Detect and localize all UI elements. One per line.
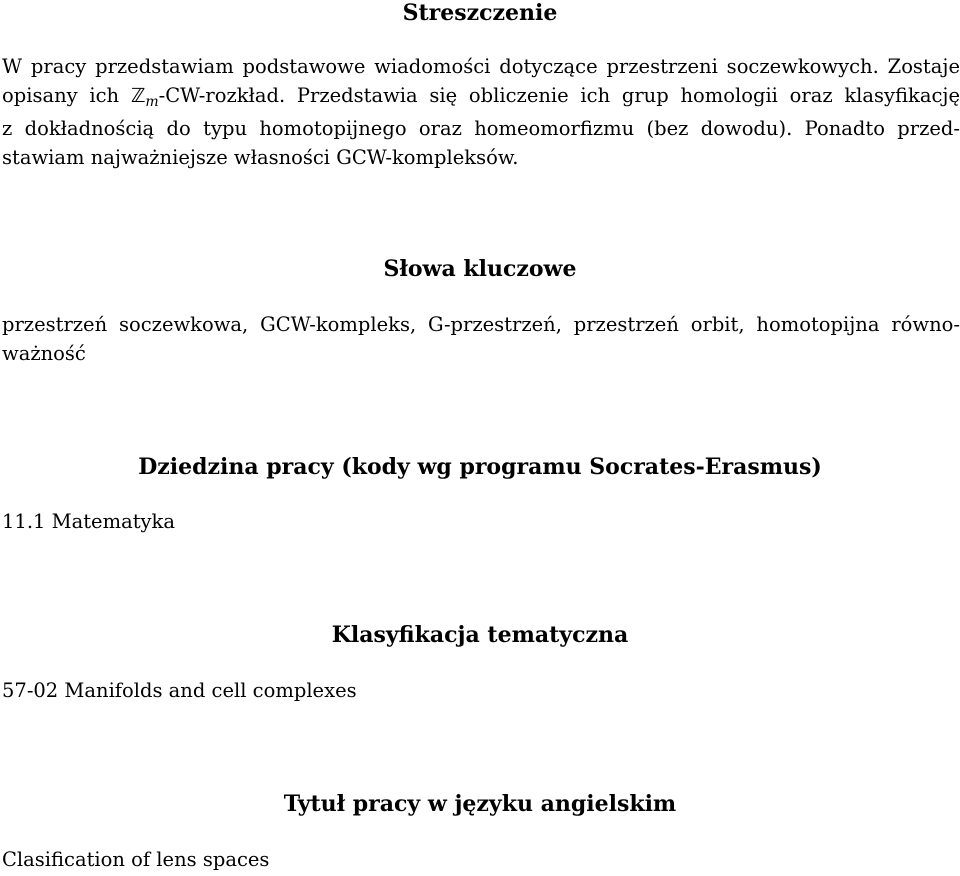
keywords-paragraph — [2, 310, 960, 369]
field-heading: Dziedzina pracy (kody wg programu Socrates-Erasmus) — [138, 454, 822, 480]
abstract-line-2-prefix: opisany ich — [2, 84, 131, 108]
keywords-line-2: ważność — [2, 342, 86, 366]
abstract-line-4: stawiam najważniejsze własności GCW-kompleksów. — [2, 145, 519, 169]
abstract-line-2-rest: -CW-rozkład. Przedstawia się obliczenie ich grup homologii oraz klasyfikację — [158, 84, 960, 108]
abstract-heading: Streszczenie — [402, 0, 558, 26]
abstract-line-2 — [2, 81, 960, 113]
abstract-paragraph — [2, 52, 960, 172]
keywords-heading: Słowa kluczowe — [383, 256, 577, 282]
field-value: 11.1 Matematyka — [2, 510, 175, 533]
classification-heading: Klasyfikacja tematyczna — [331, 622, 629, 648]
abstract-line-3: z dokładnością do typu homotopijnego oraz homeomorfizmu (bez dowodu). Ponadto przed- — [2, 116, 960, 140]
classification-value: 57-02 Manifolds and cell complexes — [2, 679, 357, 702]
integers-mod-m-symbol: ℤ — [130, 84, 146, 108]
symbol-subscript: m — [145, 94, 159, 111]
abstract-line-1: W pracy przedstawiam podstawowe wiadomości dotyczące przestrzeni soczewkowych. Zostaje — [2, 55, 960, 78]
keywords-line-1: przestrzeń soczewkowa, GCW-kompleks, G-przestrzeń, przestrzeń orbit, homotopijna równo- — [2, 313, 960, 336]
english-title-value: Clasification of lens spaces — [2, 848, 270, 871]
english-title-heading: Tytuł pracy w języku angielskim — [283, 791, 677, 817]
